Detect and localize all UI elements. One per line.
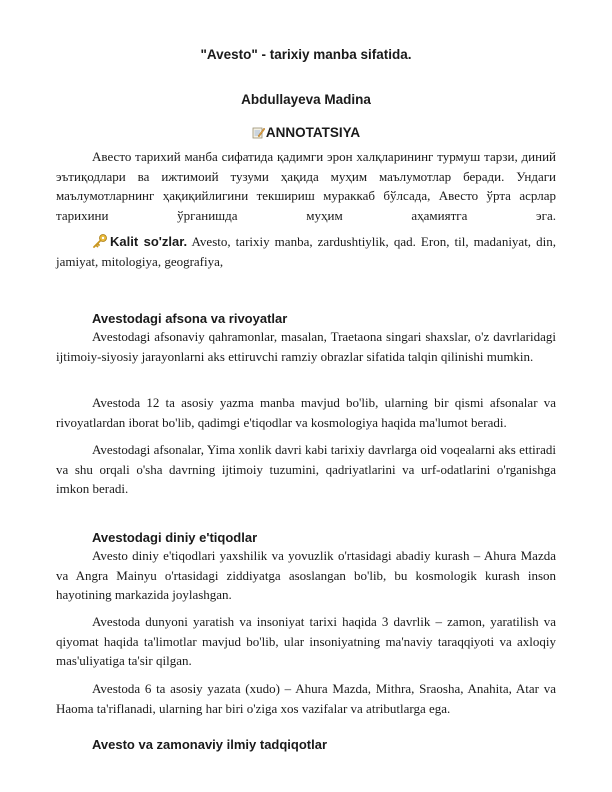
paragraph-text: Avestoda 6 ta asosiy yazata (xudo) – Ahura Mazda, Mithra, Sraosha, Anahita, Atar va Haoma ta'riflanadi, ularning har biri o'ziga xos vazifalar va atributlarga ega.	[56, 681, 556, 716]
document-title: "Avesto" - tarixiy manba sifatida.	[200, 47, 412, 62]
section-myths-paragraph-2	[56, 393, 556, 432]
section-heading-research: Avesto va zamonaviy ilmiy tadqiqotlar	[92, 737, 328, 752]
paragraph-text: Avestodagi afsonaviy qahramonlar, masalan, Traetaona singari shaxslar, o'z davrlaridagi ijtimoiy-siyosiy jarayonlarni aks ettiruvchi ramziy obrazlar sifatida talqin qilinishi mumkin.	[56, 329, 556, 364]
section-myths-paragraph-1	[56, 327, 556, 366]
author-name: Abdullayeva Madina	[241, 92, 371, 107]
keywords-line	[56, 232, 556, 271]
keywords-text: Avesto, tarixiy manba, zardushtiylik, qad. Eron, til, madaniyat, din, jamiyat, mitologiya, geografiya,	[56, 234, 556, 269]
key-icon	[92, 234, 108, 248]
section-myths-paragraph-3	[56, 440, 556, 499]
memo-icon	[252, 126, 265, 139]
paragraph-text: Avestoda dunyoni yaratish va insoniyat tarixi haqida 3 davrlik – zamon, yaratilish va qiyomat haqida ta'limotlar mavjud bo'lib, ular insoniyatning ma'naviy taraqqiyoti va axloqiy mas'uliyatiga ta'sir qilgan.	[56, 614, 556, 668]
section-beliefs-paragraph-3	[56, 679, 556, 718]
paragraph-text: Avestoda 12 ta asosiy yazma manba mavjud bo'lib, ularning bir qismi afsonalar va rivoyatlardan iborat bo'lib, qadimgi e'tiqodlar va kosmologiya haqida ma'lumot beradi.	[56, 395, 556, 430]
annotation-heading	[0, 125, 612, 140]
section-heading-beliefs: Avestodagi diniy e'tiqodlar	[92, 530, 258, 545]
annotation-heading-text: ANNOTATSIYA	[265, 125, 361, 140]
section-beliefs-paragraph-2	[56, 612, 556, 671]
section-beliefs-paragraph-1	[56, 546, 556, 605]
annotation-paragraph	[56, 147, 556, 225]
annotation-text: Авесто тарихий манба сифатида қадимги эрон халқларининг турмуш тарзи, диний эътиқодлари ва ижтимоий тузуми ҳақида муҳим маълумотлар беради. Ундаги маълумотларнинг ҳақиқийлигини текшириш мураккаб бўлсада, Авесто ўрта асрлар тарихини ўрганишда муҳим аҳамиятга эга.	[56, 149, 556, 223]
paragraph-text: Avestodagi afsonalar, Yima xonlik davri kabi tarixiy davrlarga oid voqealarni aks ettiradi va shu orqali o'sha davrning ijtimoiy tuzumini, qadriyatlarini va urf-odatlarini o'rganishga imkon beradi.	[56, 442, 556, 496]
keywords-paragraph	[56, 232, 556, 271]
keywords-label: Kalit so'zlar.	[110, 234, 188, 249]
section-heading-myths: Avestodagi afsona va rivoyatlar	[92, 311, 288, 326]
paragraph-text: Avesto diniy e'tiqodlari yaxshilik va yovuzlik o'rtasidagi abadiy kurash – Ahura Mazda va Angra Mainyu o'rtasidagi ziddiyatga asoslangan bo'lib, bu kosmologik kurash inson hayotining markazida joylashgan.	[56, 548, 556, 602]
